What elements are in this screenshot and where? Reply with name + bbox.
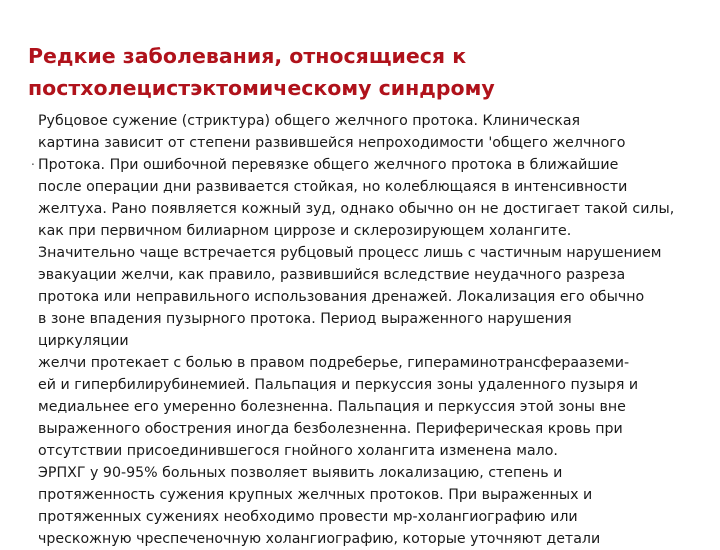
slide-title [28,40,688,104]
body-line: чрескожную чреспеченочную холангиографию, которые уточняют детали [38,531,601,547]
body-line: желчи протекает с болью в правом подреберье, гипераминотрансферааземи- [38,355,630,371]
body-line: в зоне впадения пузырного протока. Период выраженного нарушения [38,311,572,327]
slide-title-line-1: Редкие заболевания, относящиеся к [28,44,467,68]
body-line: как при первичном билиарном циррозе и склерозирующем холангите. [38,223,572,239]
body-line: Рубцовое сужение (стриктура) общего желчного протока. Клиническая [38,113,581,129]
body-line: после операции дни развивается стойкая, но колеблющаяся в интенсивности [38,179,628,195]
slide-title-line-2: постхолецистэктомическому синдрому [28,76,495,100]
body-line: циркуляции [38,333,129,349]
body-line: медиальнее его умеренно болезненна. Пальпация и перкуссия этой зоны вне [38,399,626,415]
body-line: картина зависит от степени развившейся непроходимости 'общего желчного [38,135,626,151]
body-line: Протока. При ошибочной перевязке общего желчного протока в ближайшие [38,157,619,173]
slide-body-text [38,110,710,550]
body-line: протяженность сужения крупных желчных протоков. При выраженных и [38,487,593,503]
body-line: выраженного обострения иногда безболезненна. Периферическая кровь при [38,421,623,437]
body-line: протока или неправильного использования дренажей. Локализация его обычно [38,289,645,305]
bullet-marker: . [31,154,35,168]
body-line: Значительно чаще встречается рубцовый процесс лишь с частичным нарушением [38,245,662,261]
body-line: протяженных сужениях необходимо провести мр-холангиографию или [38,509,578,525]
body-line: ЭРПХГ у 90-95% больных позволяет выявить локализацию, степень и [38,465,563,481]
body-line: желтуха. Рано появляется кожный зуд, однако обычно он не достигает такой силы, [38,201,675,217]
body-line: эвакуации желчи, как правило, развившийся вследствие неудачного разреза [38,267,626,283]
body-line: ей и гипербилирубинемией. Пальпация и перкуссия зоны удаленного пузыря и [38,377,639,393]
body-line: отсутствии присоединившегося гнойного холангита изменена мало. [38,443,558,459]
